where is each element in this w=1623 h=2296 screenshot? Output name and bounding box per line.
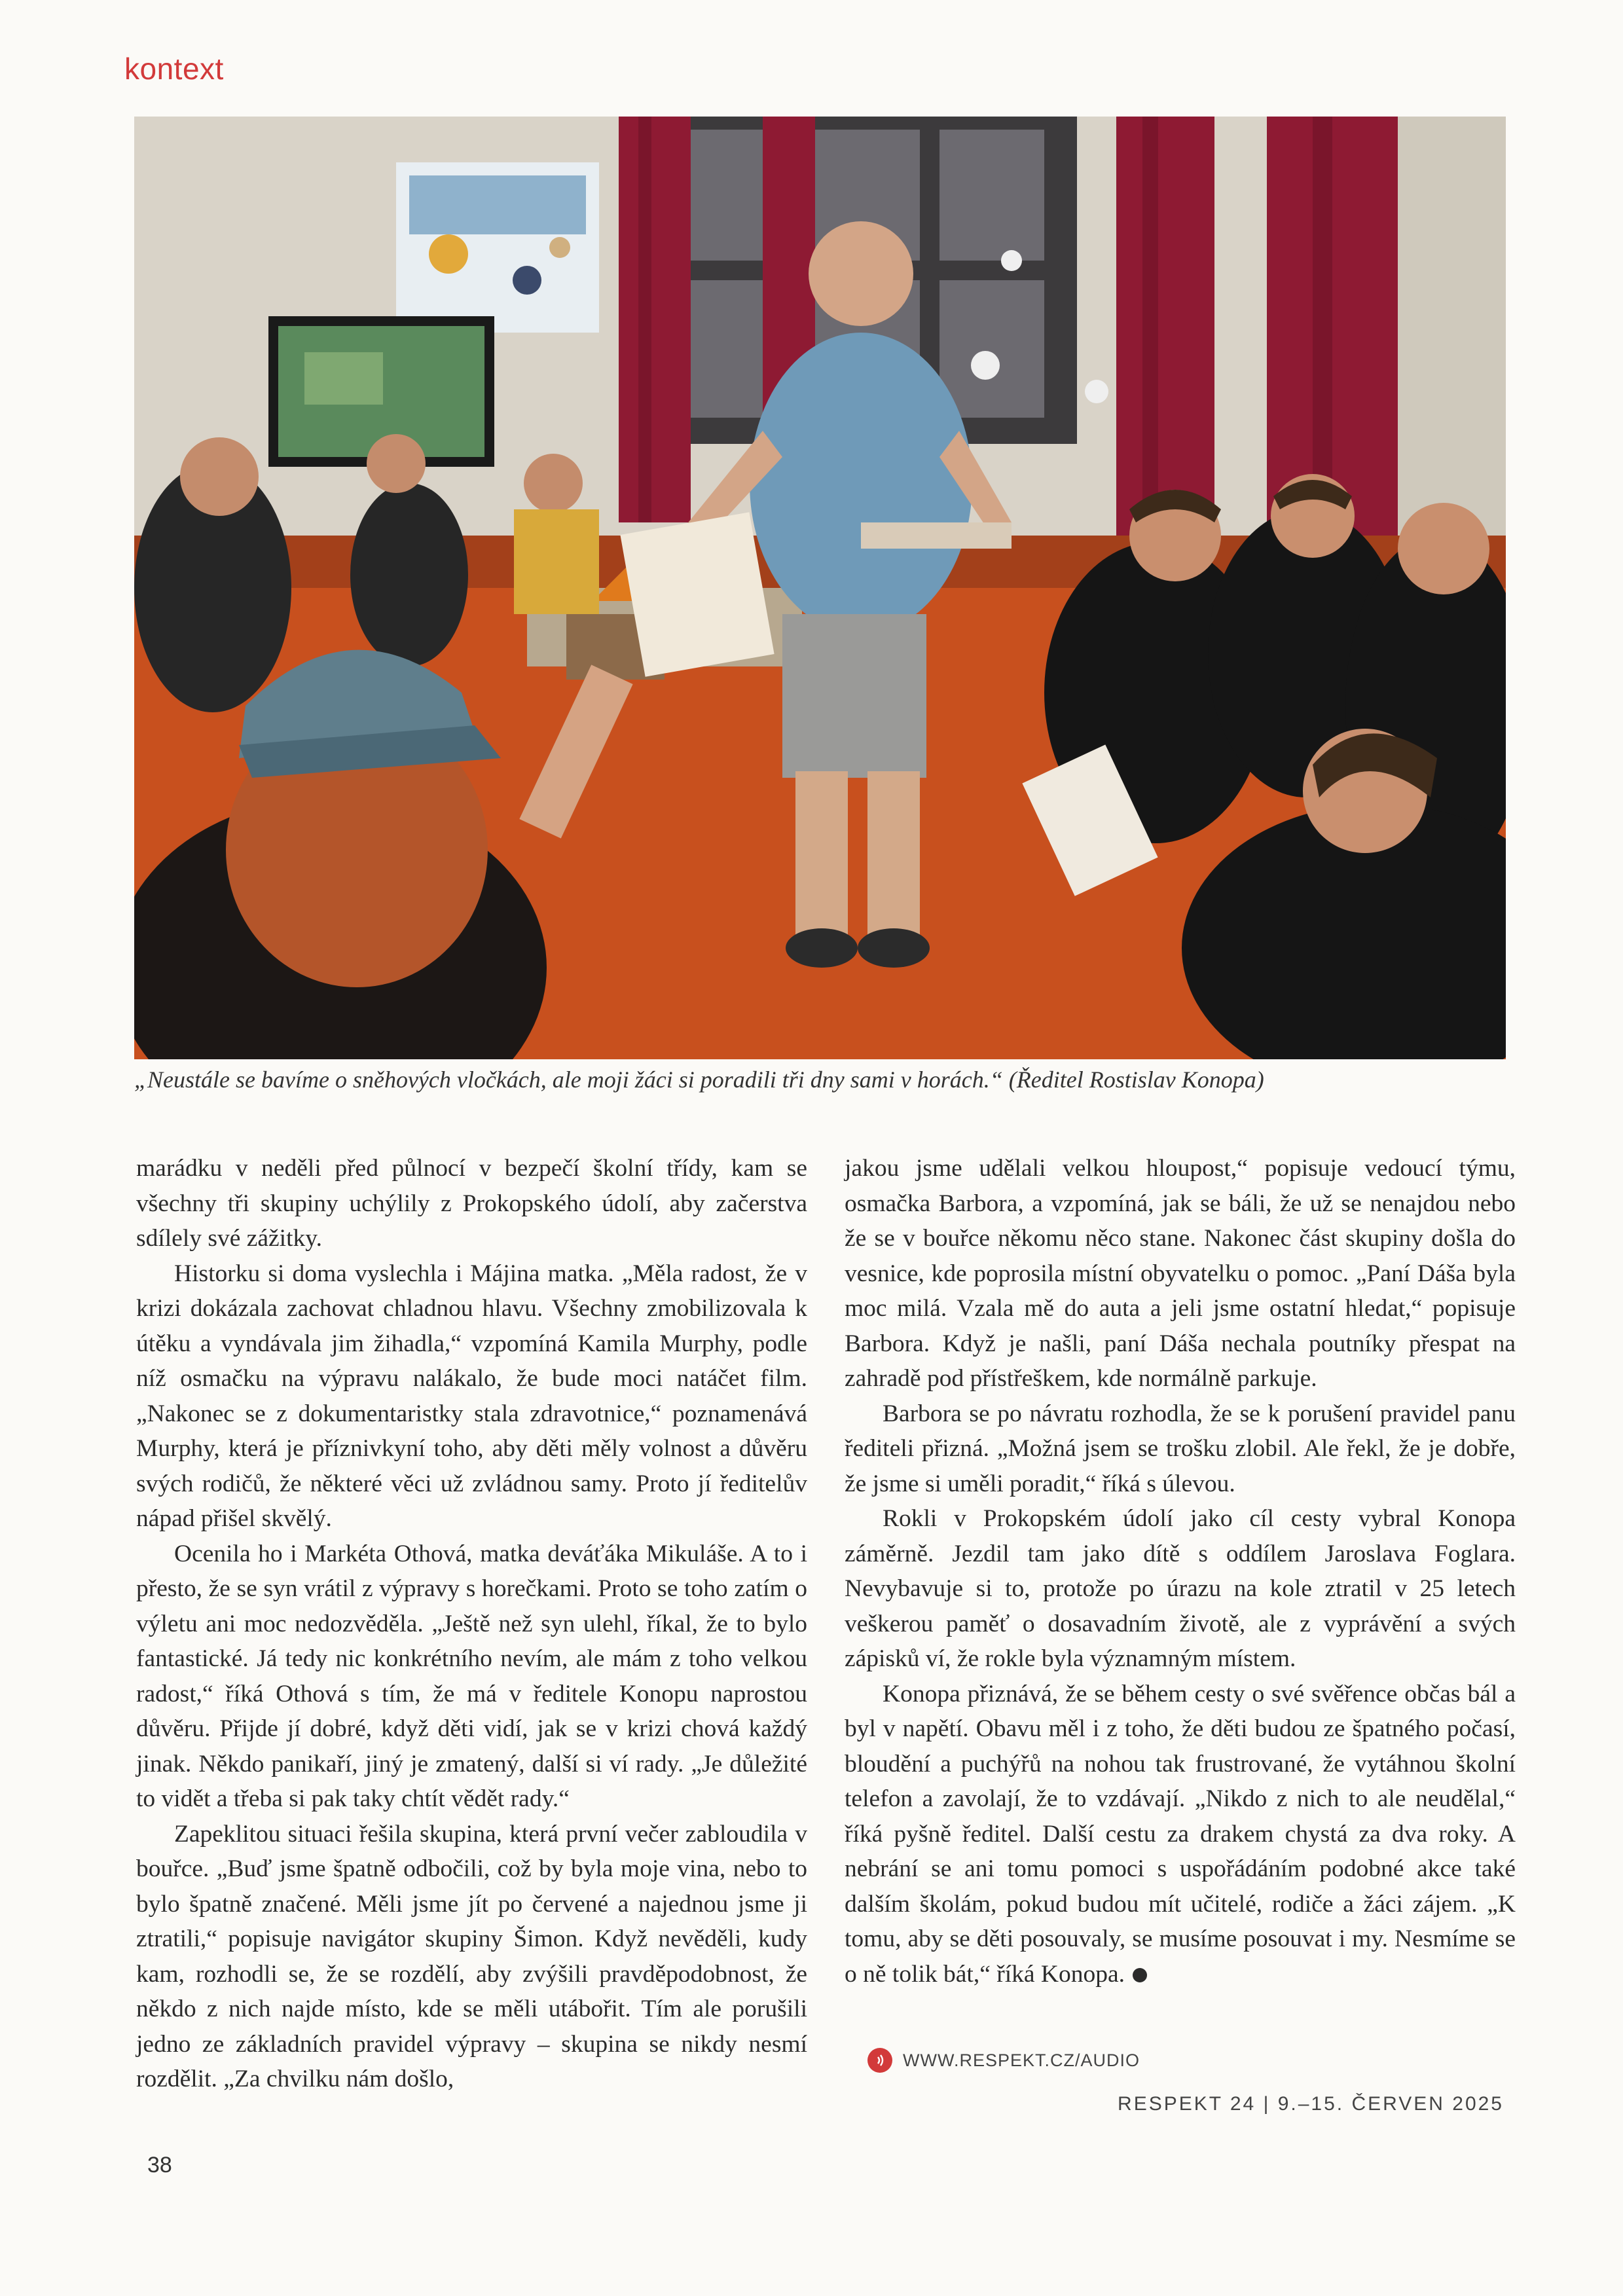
article-column-left xyxy=(136,1151,807,2097)
article-column-right xyxy=(845,1151,1516,1992)
end-of-article-icon xyxy=(1133,1968,1147,1982)
paragraph-last xyxy=(845,1677,1516,1992)
section-label: kontext xyxy=(124,52,224,86)
article-photo xyxy=(134,117,1506,1059)
classroom-photo-illustration xyxy=(134,117,1506,1059)
paragraph: jakou jsme udělali velkou hloupost,“ popisuje vedoucí týmu, osmačka Barbora, a vzpomíná, jak se báli, že už se nenajdou nebo že se v bouřce někomu něco stane. Nakonec část skupiny došla do vesnice, kde poprosila místní obyvatelku o pomoc. „Paní Dáša byla moc milá. Vzala mě do auta a jeli jsme ostatní hledat,“ popisuje Barbora. Když je našli, paní Dáša nechala poutníky přespat na zahradě pod přístřeškem, kde normálně parkuje. xyxy=(845,1155,1516,1392)
paragraph: Zapeklitou situaci řešila skupina, která první večer zabloudila v bouřce. „Buď jsme špatně odbočili, což by byla moje vina, nebo to bylo špatně značené. Měli jsme jít po červené a najednou jsme ji ztratili,“ popisuje navigátor skupiny Šimon. Když nevěděli, kudy kam, rozhodli se, že se rozdělí, aby zvýšili pravděpodobnost, že někdo z nich najde místo, kde se měli utábořit. Tím ale porušili jedno ze základních pravidel výpravy – skupina se nikdy nesmí rozdělit. „Za chvilku nám došlo, xyxy=(136,1820,807,2092)
paragraph: marádku v neděli před půlnocí v bezpečí školní třídy, kam se všechny tři skupiny uchýlily z Prokopského údolí, aby začerstva sdílely své zážitky. xyxy=(136,1155,807,1252)
page-number: 38 xyxy=(147,2153,172,2178)
paragraph: Barbora se po návratu rozhodla, že se k porušení pravidel panu řediteli přizná. „Možná jsem se trošku zlobil. Ale řekl, že je dobře, že jsme si uměli poradit,“ říká s úlevou. xyxy=(845,1400,1516,1497)
paragraph: Ocenila ho i Markéta Othová, matka deváťáka Mikuláše. A to i přesto, že se syn vrátil z výpravy s horečkami. Proto se toho zatím o výletu ani moc nedozvěděla. „Ještě než syn ulehl, říkal, že to bylo fantastické. Já tedy nic konkrétního nevím, ale mám z toho velkou radost,“ říká Othová s tím, že má v ředitele Konopu naprostou důvěru. Přijde jí dobré, když děti vidí, jak se v krizi chová každý jinak. Někdo panikaří, jiný je zmatený, další si ví rady. „Je důležité to vidět a třeba si pak taky chtít vědět rady.“ xyxy=(136,1540,807,1812)
paragraph: Historku si doma vyslechla i Májina matka. „Měla radost, že v krizi dokázala zachovat chladnou hlavu. Všechny zmobilizovala k útěku a vyndávala jim žihadla,“ vzpomíná Kamila Murphy, podle níž osmačku na výpravu nalákalo, že bude moci natáčet film. „Nakonec se z dokumentaristky stala zdravotnice,“ poznamenává Murphy, která je příznivkyní toho, aby děti měly volnost a důvěru svých rodičů, že některé věci už zvládnou samy. Proto jí ředitelův nápad přišel skvělý. xyxy=(136,1260,807,1532)
audio-link[interactable] xyxy=(867,2048,1140,2073)
audio-link-text[interactable]: WWW.RESPEKT.CZ/AUDIO xyxy=(903,2050,1140,2070)
issue-info: RESPEKT 24 | 9.–15. ČERVEN 2025 xyxy=(1118,2093,1504,2115)
paragraph: Rokli v Prokopském údolí jako cíl cesty vybral Konopa záměrně. Jezdil tam jako dítě s oddílem Jaroslava Foglara. Nevybavuje si to, protože po úrazu na kole ztratil v 25 letech veškerou paměť o dosavadním životě, ale z vyprávění a svých zápisků ví, že rokle byla významným místem. xyxy=(845,1505,1516,1672)
audio-icon xyxy=(867,2048,892,2073)
photo-caption: „Neustále se bavíme o sněhových vločkách, ale moji žáci si poradili tři dny sami v horách.“ (Ředitel Rostislav Konopa) xyxy=(134,1066,1264,1093)
paragraph-last-text: Konopa přiznává, že se během cesty o své svěřence občas bál a byl v napětí. Obavu měl i z toho, že děti budou ze špatného počasí, bloudění a puchýřů na nohou tak frustrované, že vytáhnou školní telefon a zavolají, že to vzdávají. „Nikdo z nich to ale neudělal,“ říká pyšně ředitel. Další cestu za drakem chystá za dva roky. A nebrání se ani tomu pomoci s uspořádáním podobné akce také dalším školám, pokud budou mít učitelé, rodiče a žáci zájem. „K tomu, aby se děti posouvaly, se musíme posouvat i my. Nesmíme se o ně tolik bát,“ říká Konopa. xyxy=(845,1680,1516,1988)
